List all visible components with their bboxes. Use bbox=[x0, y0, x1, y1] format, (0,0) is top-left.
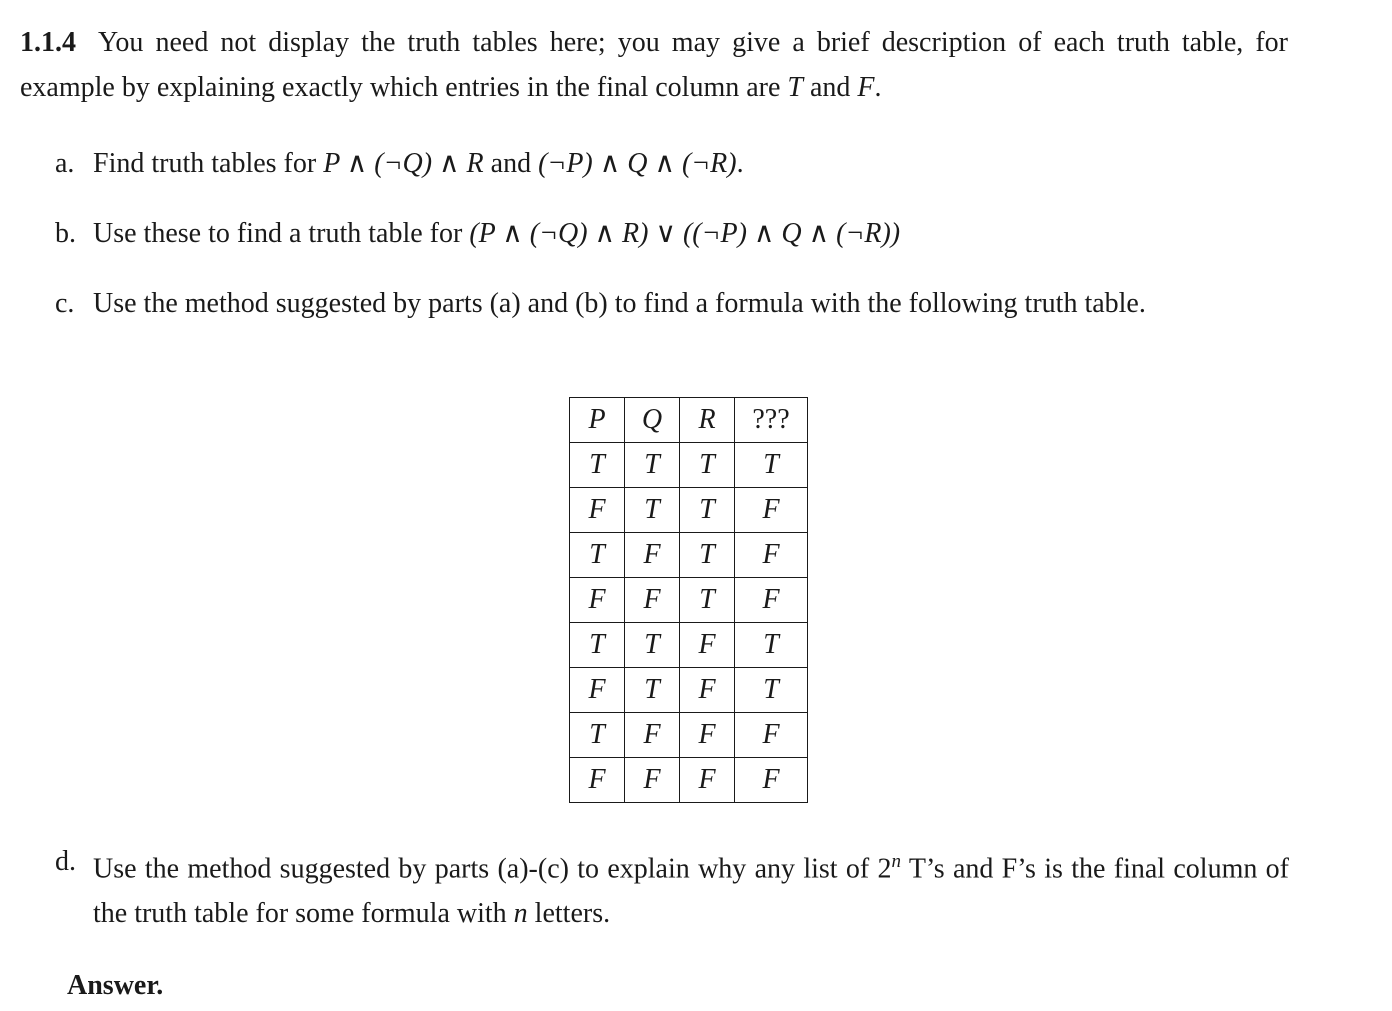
table-cell: F bbox=[680, 668, 735, 713]
item-b-formula: (P ∧ (¬Q) ∧ R) ∨ ((¬P) ∧ Q ∧ (¬R)) bbox=[469, 218, 901, 249]
table-cell: F bbox=[625, 758, 680, 803]
table-cell: T bbox=[625, 668, 680, 713]
problem-intro-and: and bbox=[802, 72, 858, 103]
table-row bbox=[570, 533, 808, 578]
item-c-label: c. bbox=[55, 288, 75, 319]
table-cell: F bbox=[570, 668, 625, 713]
item-d-superscript: n bbox=[891, 851, 902, 872]
table-cell: F bbox=[735, 488, 808, 533]
table-cell: T bbox=[680, 533, 735, 578]
item-a bbox=[55, 141, 1289, 186]
table-cell: T bbox=[680, 578, 735, 623]
item-a-text-and: and bbox=[483, 148, 539, 179]
table-row bbox=[570, 758, 808, 803]
item-d bbox=[55, 839, 1289, 936]
table-cell: T bbox=[735, 668, 808, 713]
item-d-text-end: letters. bbox=[527, 898, 611, 930]
table-cell: F bbox=[735, 713, 808, 758]
table-cell: T bbox=[735, 623, 808, 668]
table-cell: F bbox=[680, 758, 735, 803]
item-b-text: Use these to find a truth table for bbox=[93, 218, 470, 249]
item-a-text-end: . bbox=[736, 148, 744, 179]
item-b bbox=[55, 211, 1289, 256]
truth-table-header: R bbox=[680, 398, 735, 443]
problem-number: 1.1.4 bbox=[20, 27, 76, 58]
item-a-label: a. bbox=[55, 148, 75, 179]
item-c bbox=[55, 281, 1289, 326]
table-cell: F bbox=[735, 758, 808, 803]
truth-table-header-row bbox=[570, 398, 808, 443]
table-cell: T bbox=[625, 623, 680, 668]
problem-intro-F: F bbox=[857, 72, 875, 103]
table-cell: T bbox=[680, 443, 735, 488]
table-row bbox=[570, 578, 808, 623]
item-d-text-2: T’s and F’s is the final column of the truth table for some formula with bbox=[93, 853, 1289, 930]
table-cell: F bbox=[625, 578, 680, 623]
problem-intro-T: T bbox=[787, 72, 803, 103]
table-cell: T bbox=[625, 488, 680, 533]
item-a-formula-2: (¬P) ∧ Q ∧ (¬R) bbox=[538, 148, 737, 179]
table-cell: T bbox=[570, 713, 625, 758]
table-cell: F bbox=[570, 578, 625, 623]
table-cell: F bbox=[625, 713, 680, 758]
table-cell: T bbox=[570, 623, 625, 668]
item-a-text: Find truth tables for bbox=[93, 148, 324, 179]
truth-table-header: Q bbox=[625, 398, 680, 443]
table-cell: T bbox=[735, 443, 808, 488]
truth-table-header: P bbox=[570, 398, 625, 443]
table-cell: F bbox=[570, 758, 625, 803]
table-cell: T bbox=[570, 533, 625, 578]
problem-intro-end: . bbox=[874, 72, 882, 103]
item-a-formula-1: P ∧ (¬Q) ∧ R bbox=[323, 148, 484, 179]
table-row bbox=[570, 623, 808, 668]
item-d-text: Use the method suggested by parts (a)-(c) to explain why any list of 2 bbox=[93, 853, 892, 885]
problem-statement bbox=[20, 20, 1288, 110]
table-row bbox=[570, 488, 808, 533]
table-cell: F bbox=[680, 713, 735, 758]
table-cell: F bbox=[570, 488, 625, 533]
table-cell: F bbox=[680, 623, 735, 668]
table-cell: F bbox=[735, 533, 808, 578]
table-cell: F bbox=[735, 578, 808, 623]
table-row bbox=[570, 668, 808, 713]
table-cell: F bbox=[625, 533, 680, 578]
table-row bbox=[570, 713, 808, 758]
table-cell: T bbox=[680, 488, 735, 533]
problem-intro-text: You need not display the truth tables here; you may give a brief description of each truth table, for example by explaining exactly which entries in the final column are bbox=[20, 27, 1288, 103]
item-d-label: d. bbox=[55, 846, 76, 877]
item-c-text: Use the method suggested by parts (a) and (b) to find a formula with the following truth table. bbox=[93, 288, 1146, 319]
truth-table-header: ??? bbox=[735, 398, 808, 443]
truth-table bbox=[569, 397, 808, 803]
table-row bbox=[570, 443, 808, 488]
answer-heading: Answer. bbox=[67, 970, 164, 1001]
table-cell: T bbox=[570, 443, 625, 488]
item-d-var-n: n bbox=[513, 898, 528, 930]
item-b-label: b. bbox=[55, 218, 76, 249]
table-cell: T bbox=[625, 443, 680, 488]
